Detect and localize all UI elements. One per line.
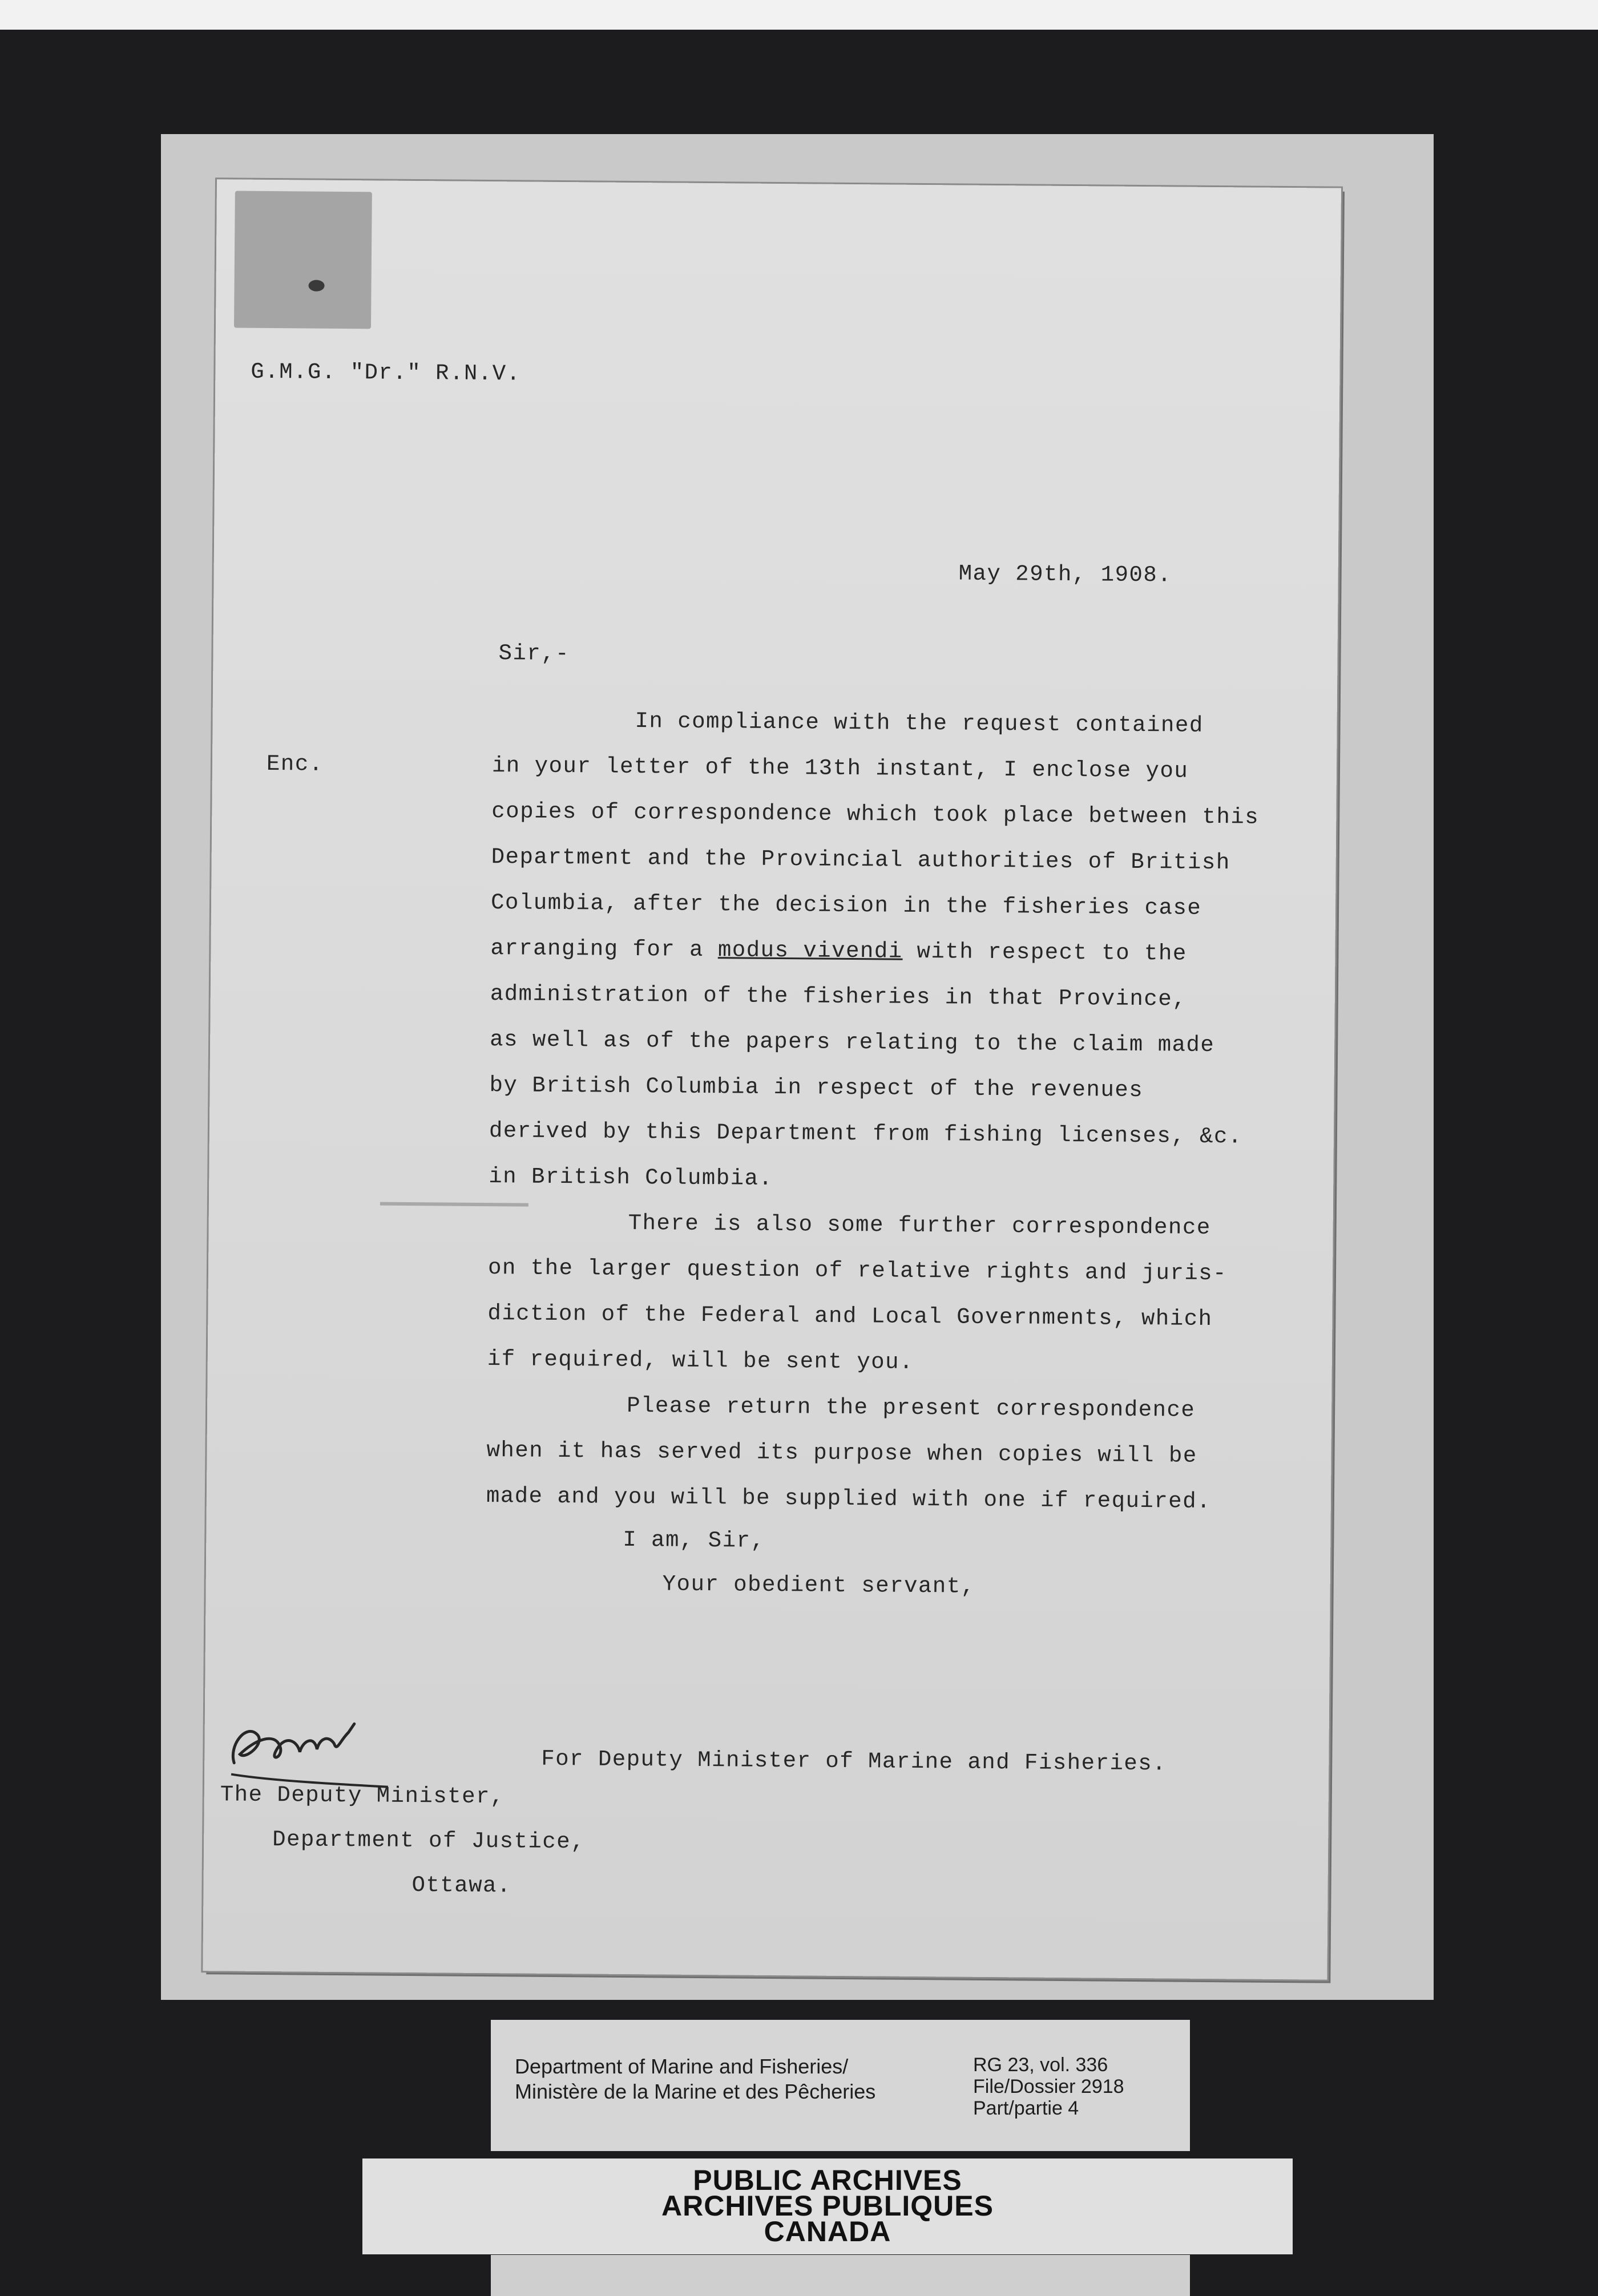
body-line: administration of the fisheries in that Province, [490, 981, 1187, 1012]
film-top-margin [0, 0, 1598, 30]
letter-page [203, 179, 1341, 1979]
closing-line: Your obedient servant, [662, 1571, 975, 1599]
body-line: In compliance with the request contained [635, 709, 1204, 738]
body-line: made and you will be supplied with one if required. [486, 1483, 1212, 1515]
handwritten-initials [223, 1700, 394, 1792]
letter-date: May 29th, 1908. [958, 561, 1172, 588]
stamp-line: PUBLIC ARCHIVES [693, 2164, 962, 2196]
closing-line: I am, Sir, [623, 1527, 765, 1554]
body-line: diction of the Federal and Local Governments, which [487, 1301, 1213, 1332]
department-fr: Ministère de la Marine et des Pêcheries [515, 2080, 876, 2103]
margin-mark [380, 1202, 528, 1207]
stamp-line: CANADA [764, 2216, 891, 2248]
body-line: in British Columbia. [489, 1164, 773, 1191]
modus-vivendi-underlined: modus vivendi [717, 937, 903, 964]
record-group: RG 23, vol. 336 [973, 2054, 1108, 2076]
part-number: Part/partie 4 [973, 2097, 1079, 2119]
body-line: as well as of the papers relating to the claim made [490, 1027, 1215, 1058]
body-line: copies of correspondence which took place between this [491, 799, 1260, 830]
department-en: Department of Marine and Fisheries/ [515, 2055, 849, 2078]
body-line: derived by this Department from fishing licenses, &c. [489, 1118, 1242, 1150]
addressee-line: The Deputy Minister, [220, 1782, 505, 1810]
enclosure-note: Enc. [266, 751, 324, 777]
body-line: if required, will be sent you. [487, 1347, 914, 1375]
pin-stain [234, 191, 372, 329]
body-line: Please return the present correspondence [626, 1393, 1196, 1423]
body-line: by British Columbia in respect of the revenues [489, 1073, 1144, 1103]
body-line: on the larger question of relative rights and juris- [487, 1255, 1228, 1287]
text-run: arranging for a [490, 936, 719, 963]
body-line: Department and the Provincial authorities of British [491, 844, 1230, 876]
department-names [515, 2054, 875, 2104]
body-line [490, 937, 1187, 965]
public-archives-stamp [362, 2158, 1293, 2254]
file-dossier: File/Dossier 2918 [973, 2076, 1124, 2097]
body-line: Columbia, after the decision in the fisheries case [490, 890, 1202, 921]
body-line: in your letter of the 13th instant, I enclose you [491, 753, 1189, 784]
file-reference: G.M.G. "Dr." R.N.V. [251, 359, 521, 387]
addressee-line: Ottawa. [411, 1873, 512, 1899]
body-line: when it has served its purpose when copies will be [486, 1438, 1197, 1469]
stamp-line: ARCHIVES PUBLIQUES [661, 2190, 994, 2222]
file-numbers [973, 2054, 1124, 2119]
salutation: Sir,- [498, 641, 570, 667]
archive-reference-label [491, 2020, 1190, 2151]
signature-block: For Deputy Minister of Marine and Fisheries. [541, 1746, 1167, 1777]
pin-hole [308, 280, 324, 292]
body-line: There is also some further correspondence [628, 1210, 1211, 1240]
film-bottom-strip [491, 2255, 1190, 2296]
addressee-line: Department of Justice, [272, 1827, 586, 1855]
text-run: with respect to the [902, 939, 1187, 967]
